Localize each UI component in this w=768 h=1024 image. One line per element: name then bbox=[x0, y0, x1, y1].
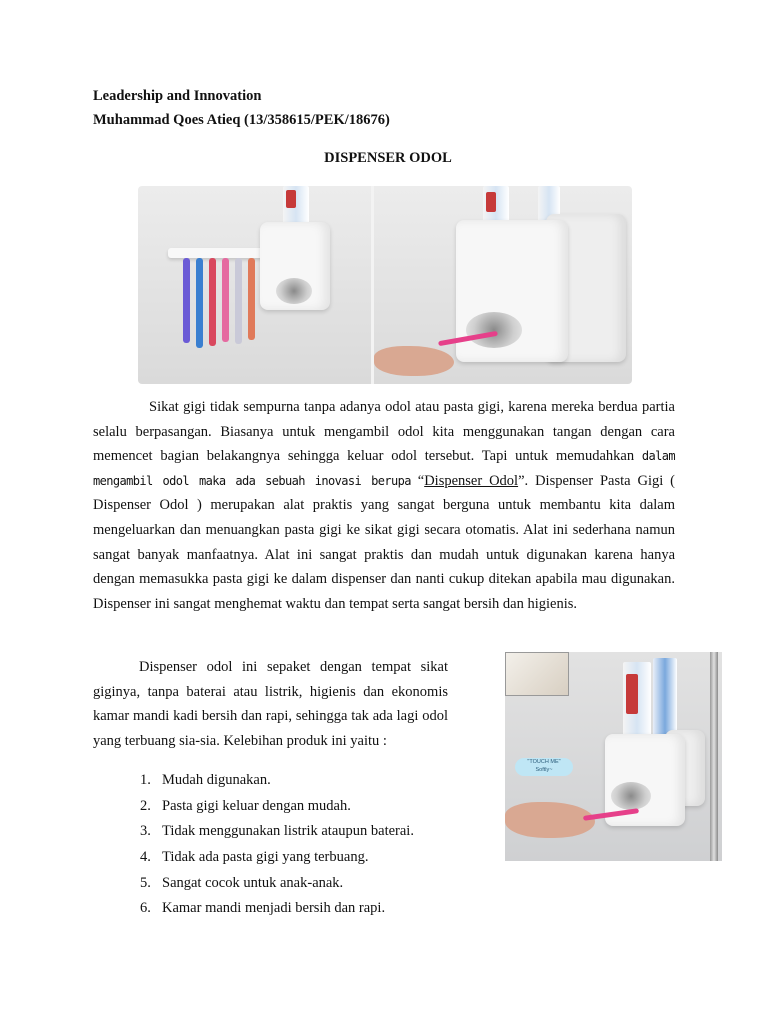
list-item: 2. Pasta gigi keluar dengan mudah. bbox=[140, 797, 351, 814]
picture-frame bbox=[505, 652, 569, 696]
product-photo-2 bbox=[505, 652, 722, 861]
toothbrush bbox=[183, 258, 190, 343]
paragraph-text: Sikat gigi tidak sempurna tanpa adanya odol atau pasta gigi, karena mereka berdua partia selalu berpasangan. Biasanya untuk mengambil odol kita menggunakan tangan dengan cara memencet bagian belakangnya sehingga keluar odol tersebut. Tapi untuk memudahkan bbox=[93, 399, 675, 465]
document-title: DISPENSER ODOL bbox=[324, 150, 452, 166]
intro-paragraph bbox=[93, 395, 675, 616]
tube-label bbox=[286, 190, 296, 208]
product-name-underlined: Dispenser Odol bbox=[424, 472, 519, 489]
touch-me-badge: "TOUCH ME" Softly~ bbox=[515, 758, 573, 776]
author-line: Muhammad Qoes Atieq (13/358615/PEK/18676) bbox=[93, 112, 390, 128]
product-photo-top bbox=[138, 186, 632, 384]
dispenser-nozzle bbox=[276, 278, 312, 304]
toothbrush bbox=[209, 258, 216, 346]
quote-close: ”. bbox=[518, 472, 529, 489]
quote-open: “ bbox=[410, 472, 425, 489]
dispenser-nozzle bbox=[466, 312, 522, 348]
benefits-list bbox=[140, 768, 414, 922]
wall-pole bbox=[710, 652, 718, 861]
hand bbox=[505, 802, 595, 838]
list-item: 6. Kamar mandi menjadi bersih dan rapi. bbox=[140, 900, 386, 917]
toothbrush bbox=[222, 258, 229, 342]
tube-label bbox=[626, 674, 638, 714]
toothbrush bbox=[196, 258, 203, 348]
toothbrush bbox=[235, 258, 242, 344]
toothbrush bbox=[248, 258, 255, 340]
tube-label bbox=[486, 192, 496, 212]
list-item: 3. Tidak menggunakan listrik ataupun baterai. bbox=[140, 823, 414, 840]
dispenser-nozzle bbox=[611, 782, 651, 810]
hand bbox=[374, 346, 454, 376]
list-item: 1. Mudah digunakan. bbox=[140, 772, 271, 788]
paragraph-text-alt-font: dalam mengambil odol maka ada sebuah inovasi berupa bbox=[93, 449, 675, 488]
package-paragraph: Dispenser odol ini sepaket dengan tempat sikat giginya, tanpa baterai atau listrik, higienis dan ekonomis kamar mandi kadi bersih dan rapi, sehingga tak ada lagi odol yang terbuang sia-sia. Kelebihan produk ini yaitu : bbox=[93, 659, 448, 749]
course-title: Leadership and Innovation bbox=[93, 88, 262, 104]
paragraph-text: Dispenser Pasta Gigi ( Dispenser Odol ) merupakan alat praktis yang sangat berguna untuk membantu kita dalam mengeluarkan dan menuangkan pasta gigi ke sikat gigi secara otomatis. Alat ini sederhana namun sangat banyak manfaatnya. Alat ini sangat praktis dan mudah untuk digunakan karena hanya dengan memasukka pasta gigi ke dalam dispenser dan nanti cukup ditekan apabila mau digunakan. Dispenser ini sangat menghemat waktu dan tempat serta sangat bersih dan higienis. bbox=[93, 472, 676, 612]
toothpaste-tube bbox=[653, 658, 677, 740]
list-item: 5. Sangat cocok untuk anak-anak. bbox=[140, 874, 344, 891]
list-item: 4. Tidak ada pasta gigi yang terbuang. bbox=[140, 849, 369, 866]
